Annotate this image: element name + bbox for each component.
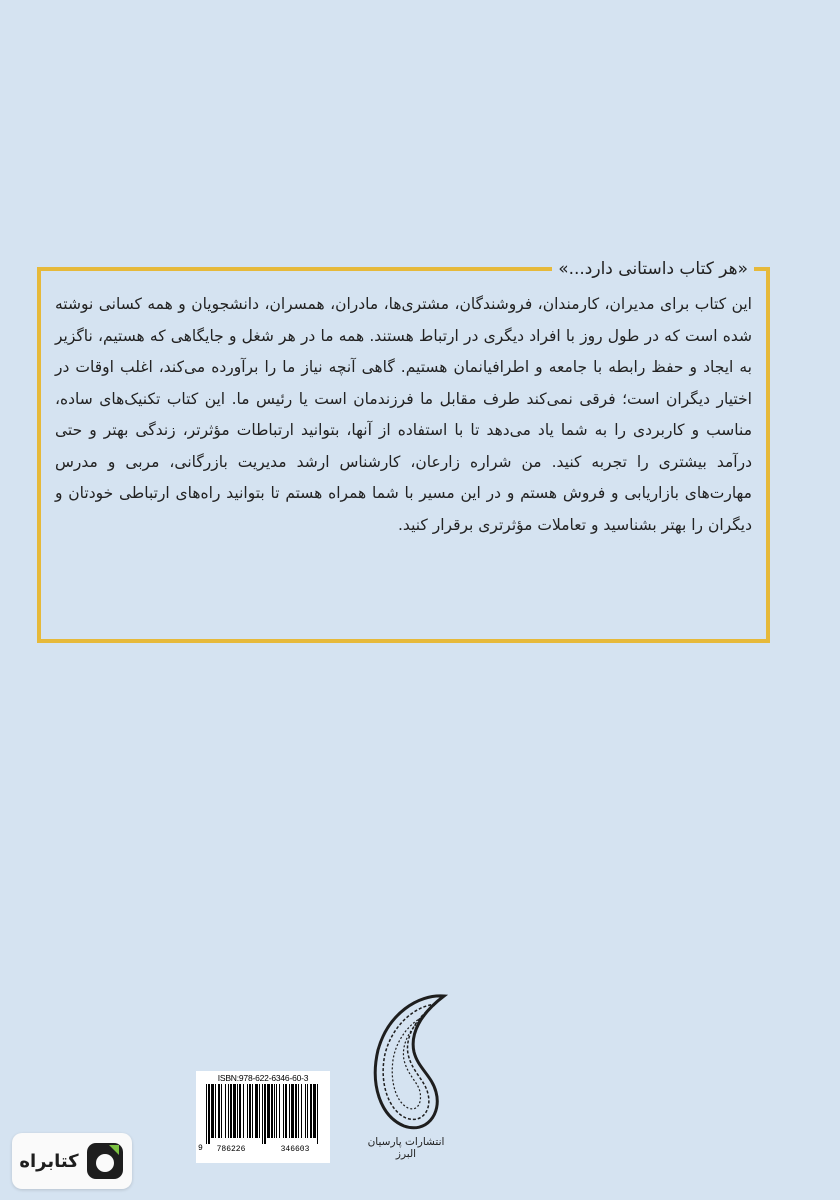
publisher-name: انتشارات پارسیان البرز — [367, 1136, 445, 1160]
barcode-group-1: 786226 — [216, 1145, 246, 1154]
barcode-lead-digit: 9 — [198, 1144, 203, 1153]
ketabrah-logo-icon — [85, 1141, 125, 1181]
barcode-digits — [199, 1145, 327, 1154]
barcode-group-2: 346603 — [280, 1145, 310, 1154]
blurb-text: این کتاب برای مدیران، کارمندان، فروشندگان، مشتری‌ها، مادران، همسران، دانشجویان و همه کسانی نوشته شده است که در طول روز با افراد دیگری در ارتباط هستند. همه ما در هر شغل و جایگاهی که هستیم، ناگزیر به ایجاد و حفظ رابطه با جامعه و اطرافیانمان هستیم. گاهی آنچه نیاز ما را برآورده می‌کند، اغلب اوقات در اختیار دیگران است؛ فرقی نمی‌کند طرف مقابل ما فرزندمان است یا رئیس ما. این کتاب تکنیک‌های ساده، مناسب و کاربردی را به شما یاد می‌دهد تا با استفاده از آنها، بتوانید ارتباطات مؤثرتر، زندگی بهتر و حتی درآمد بیشتری را تجربه کنید. من شراره زارعان، کارشناس ارشد مدیریت بازرگانی، مربی و مدرس مهارت‌های بازاریابی و فروش هستم و در این مسیر با شما همراه هستم تا بتوانید راه‌های ارتباطی خودتان و دیگران را بهتر بشناسید و تعاملات مؤثرتری برقرار کنید. — [55, 295, 752, 534]
publisher-paisley-logo-icon — [370, 992, 450, 1134]
ketabrah-wordmark: کتابراه — [19, 1150, 79, 1172]
ketabrah-watermark[interactable] — [12, 1133, 132, 1189]
blurb-title: «هر کتاب داستانی دارد...» — [552, 257, 754, 281]
blurb-frame — [37, 259, 770, 643]
barcode-bars — [204, 1084, 322, 1144]
isbn-number: ISBN:978-622-6346-60-3 — [217, 1073, 309, 1083]
isbn-barcode — [196, 1071, 330, 1163]
